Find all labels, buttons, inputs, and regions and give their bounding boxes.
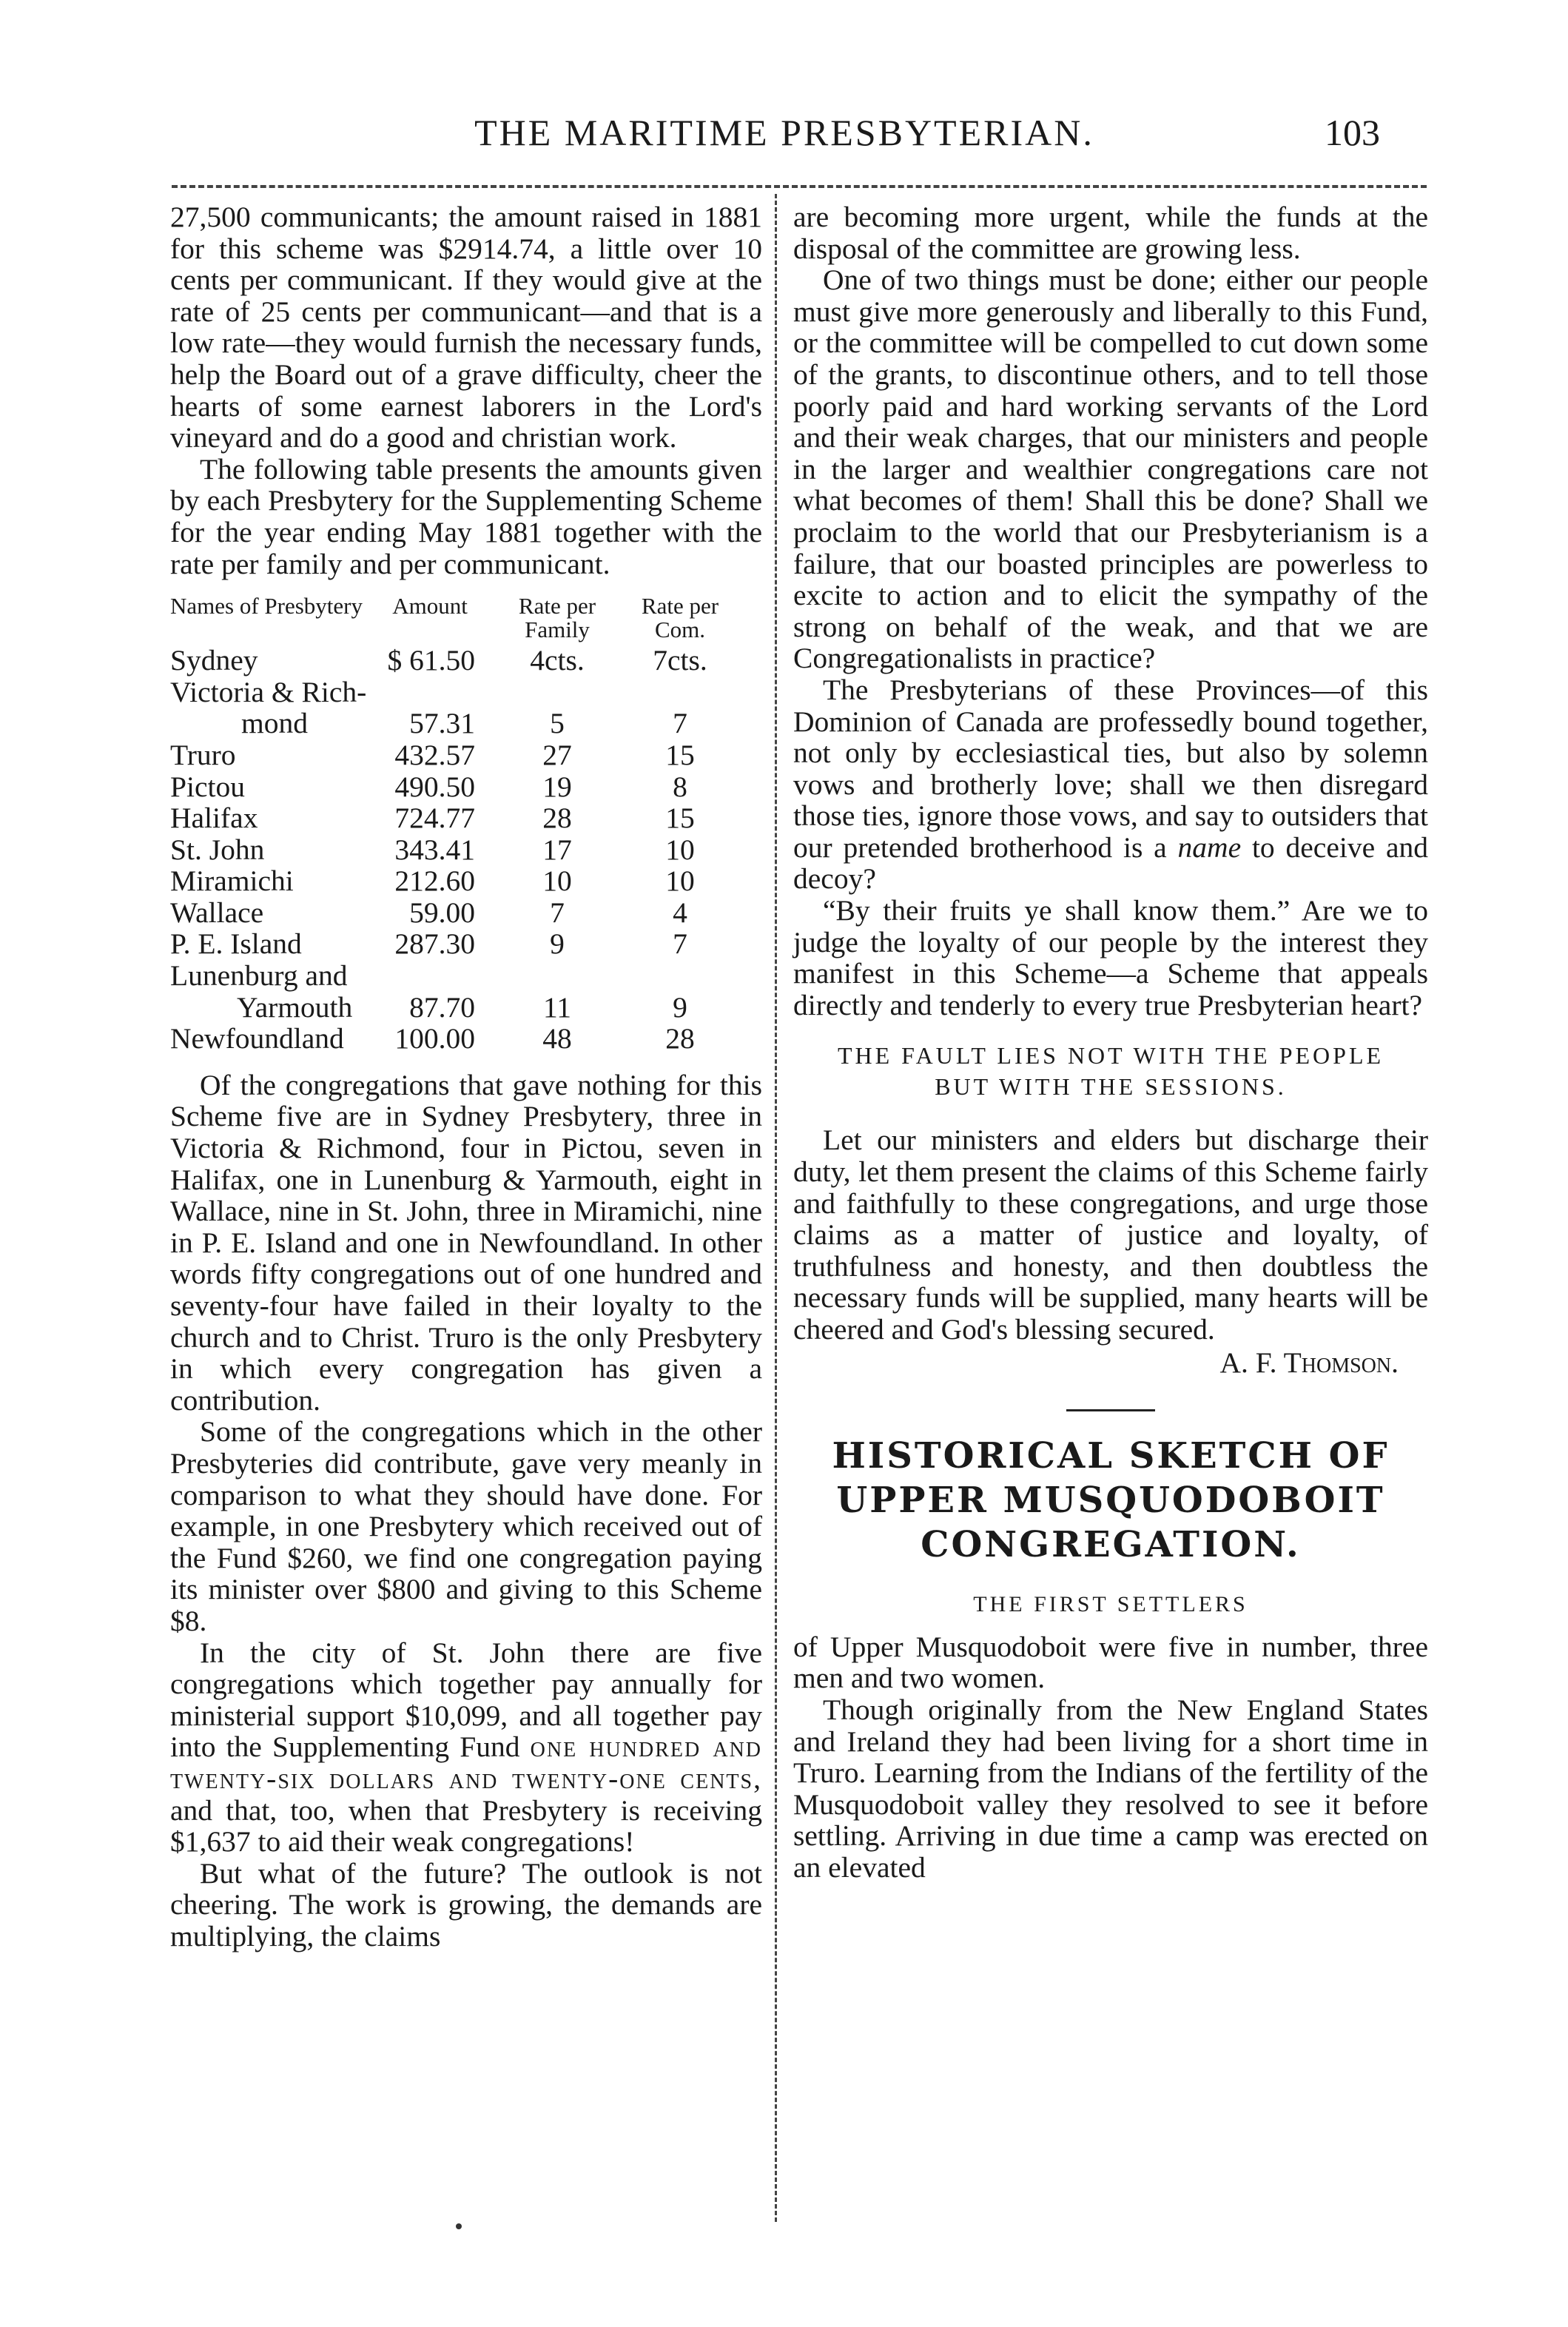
table-row	[170, 834, 762, 866]
paragraph	[170, 1637, 762, 1858]
cell-rate-com: 4	[673, 896, 687, 929]
cell-rate-family: 17	[542, 833, 572, 866]
paragraph	[793, 674, 1428, 895]
cell-rate-family: 5	[550, 707, 565, 740]
column-header-name: Names of Presbytery	[170, 593, 363, 619]
left-column	[170, 201, 762, 1952]
paragraph: The following table presents the amounts given by each Presbytery for the Supplementing Scheme for the year ending May 1881 together with the rate per family and per communicant.	[170, 452, 762, 580]
cell-amount: 343.41	[394, 833, 475, 866]
cell-rate-com: 28	[665, 1022, 695, 1055]
column-header-rate-family: Rate per Family	[518, 593, 596, 643]
table-row	[170, 802, 762, 834]
table-row	[170, 708, 762, 739]
cell-amount: 59.00	[409, 896, 475, 929]
cell-rate-com: 15	[665, 802, 695, 835]
cell-rate-family: 9	[550, 927, 565, 961]
table-row	[170, 865, 762, 897]
small-caps-amount: one hundred and twenty-six dollars and twenty-one cents,	[170, 1730, 763, 1795]
running-title: THE MARITIME PRESBYTERIAN.	[474, 112, 1094, 153]
cell-rate-family: 11	[542, 990, 572, 1024]
cell-name: Pictou	[170, 770, 245, 803]
cell-amount: 432.57	[394, 738, 475, 771]
paragraph-text: and that, too, when that Presbytery is receiving $1,637 to aid their weak congregations!	[170, 1793, 762, 1858]
paragraph: Some of the congregations which in the other Presbyteries did contribute, gave very meanly in comparison to what they should have done. For example, in one Presbytery which received out of the Fund $260, we find one congregation paying its minister over $800 and giving to this Scheme $8.	[170, 1415, 762, 1637]
cell-amount	[370, 960, 490, 992]
cell-name: Yarmouth	[237, 990, 353, 1024]
table-row	[170, 960, 762, 992]
cell-name: Wallace	[170, 896, 264, 929]
paragraph: 27,500 communicants; the amount raised in 1881 for this scheme was $2914.74, a little over 10 cents per communicant. If they would give at the rate of 25 cents per communicant—and that is a low rate—they would furnish the necessary funds, help the Board out of a grave difficulty, cheer the hearts of some earnest laborers in the Lord's vineyard and do a good and christian work.	[170, 201, 762, 454]
cell-rate-family: 48	[542, 1022, 572, 1055]
cell-name: Halifax	[170, 802, 258, 835]
cell-name: Truro	[170, 738, 236, 771]
paragraph: of Upper Musquodoboit were five in number, three men and two women.	[793, 1630, 1428, 1695]
column-divider	[775, 194, 777, 2222]
paragraph: One of two things must be done; either our people must give more generously and liberally to this Fund, or the committee will be compelled to cut down some of the grants, to discontinue others, and to tell those poorly paid and hard working servants of the Lord and their weak charges, that our ministers and people in the larger and wealthier congregations care not what becomes of them! Shall this be done? Shall we proclaim to the world that our Presbyterianism is a failure, that our boasted principles are powerless to excite to action and to elicit the sympathy of the strong on behalf of the weak, and that we are Congregationalists in practice?	[793, 263, 1428, 675]
subheading-line: THE FAULT LIES NOT WITH THE PEOPLE	[837, 1042, 1384, 1070]
cell-rate-family	[490, 960, 625, 992]
cell-name: St. John	[170, 833, 265, 866]
table-row	[170, 897, 762, 929]
cell-rate-family	[490, 676, 625, 708]
section-rule	[1066, 1409, 1155, 1411]
cell-name: Victoria & Rich-	[170, 675, 367, 708]
subheading-line: BUT WITH THE SESSIONS.	[935, 1073, 1287, 1101]
presbytery-table	[170, 645, 762, 1055]
table-row	[170, 645, 762, 676]
cell-amount: 100.00	[394, 1022, 475, 1055]
cell-rate-com: 8	[673, 770, 687, 803]
author-signature: A. F. Thomson.	[1219, 1346, 1399, 1379]
cell-rate-com: 10	[665, 833, 695, 866]
cell-name: Sydney	[170, 644, 258, 677]
paragraph: But what of the future? The outlook is not cheering. The work is growing, the demands are multiplying, the claims	[170, 1856, 762, 1952]
table-row	[170, 1023, 762, 1055]
cell-rate-family: 28	[542, 802, 572, 835]
table-row	[170, 676, 762, 708]
paragraph: Let our ministers and elders but discharge their duty, let them present the claims of this Scheme fairly and faithfully to these congregations, and urge those claims as a matter of justice and loyalty, of truthfulness and honesty, and then doubtless the necessary funds will be supplied, many hearts will be cheered and God's blessing secured.	[793, 1124, 1428, 1346]
cell-rate-com: 15	[665, 738, 695, 771]
cell-rate-family: 7	[550, 896, 565, 929]
cell-amount	[370, 676, 490, 708]
cell-rate-com: 7cts.	[653, 644, 707, 677]
cell-amount: 87.70	[409, 990, 475, 1024]
paragraph: Of the congregations that gave nothing for this Scheme five are in Sydney Presbytery, three in Victoria & Richmond, four in Pictou, seven in Halifax, one in Lunenburg & Yarmouth, eight in Wallace, nine in St. John, three in Miramichi, nine in P. E. Island and one in Newfoundland. In other words fifty congregations out of one hundred and seventy-four have failed in their loyalty to the church and to Christ. Truro is the only Presbytery in which every congregation has given a contribution.	[170, 1068, 762, 1417]
article-subheading: THE FIRST SETTLERS	[973, 1592, 1248, 1617]
page-number: 103	[1325, 112, 1380, 153]
cell-rate-com: 10	[665, 864, 695, 898]
cell-amount: 212.60	[394, 864, 475, 898]
cell-amount: 490.50	[394, 770, 475, 803]
table-row	[170, 739, 762, 771]
cell-name: mond	[241, 707, 308, 740]
cell-rate-family: 4cts.	[530, 644, 585, 677]
cell-rate-com	[625, 676, 736, 708]
cell-amount: $ 61.50	[387, 644, 475, 677]
cell-amount: 57.31	[409, 707, 475, 740]
paragraph: Though originally from the New England States and Ireland they had been living for a short time in Truro. Learning from the Indians of the fertility of the Musquodoboit valley they resolved to see it before settling. Arriving in due time a camp was erected on an elevated	[793, 1693, 1428, 1884]
table-row	[170, 771, 762, 803]
paragraph-text: to deceive and decoy?	[793, 830, 1428, 896]
section-subheading	[793, 1040, 1428, 1102]
cell-rate-family: 19	[542, 770, 572, 803]
right-column	[793, 201, 1428, 1884]
column-header-rate-com: Rate per Com.	[641, 593, 719, 643]
italic-word: name	[1177, 830, 1242, 864]
paragraph: are becoming more urgent, while the funds at the disposal of the committee are growing less.	[793, 201, 1428, 265]
cell-rate-family: 27	[542, 738, 572, 771]
cell-rate-com: 7	[673, 927, 687, 961]
cell-rate-com: 7	[673, 707, 687, 740]
cell-rate-family: 10	[542, 864, 572, 898]
column-header-amount: Amount	[392, 593, 468, 619]
cell-name: Lunenburg and	[170, 959, 348, 993]
cell-amount: 724.77	[394, 802, 475, 835]
cell-rate-com: 9	[673, 990, 687, 1024]
cell-name: P. E. Island	[170, 927, 302, 961]
table-row	[170, 992, 762, 1024]
paragraph-text: In the city of St. John there are five congregations which together pay annually for ministerial support $10,099, and all together pay into the Supplementing Fund	[170, 1636, 762, 1764]
cell-name: Newfoundland	[170, 1022, 344, 1055]
cell-amount: 287.30	[394, 927, 475, 961]
cell-name: Miramichi	[170, 864, 294, 898]
paragraph-text: The Presbyterians of these Provinces—of this Dominion of Canada are professedly bound together, not only by ecclesiastical ties, but also by solemn vows and brotherly love; shall we then disregard those ties, ignore those vows, and say to outsiders that our pretended brotherhood is a	[793, 673, 1428, 864]
header-rule	[172, 185, 1427, 188]
article-title: HISTORICAL SKETCH OF UPPER MUSQUODOBOIT CONGREGATION.	[832, 1435, 1390, 1566]
page-mark	[456, 2223, 462, 2229]
table-row	[170, 928, 762, 960]
paragraph: “By their fruits ye shall know them.” Are we to judge the loyalty of our people by the interest they manifest in this Scheme—a Scheme that appeals directly and tenderly to every true Presbyterian heart?	[793, 894, 1428, 1021]
table-header	[170, 594, 762, 642]
cell-rate-com	[625, 960, 736, 992]
